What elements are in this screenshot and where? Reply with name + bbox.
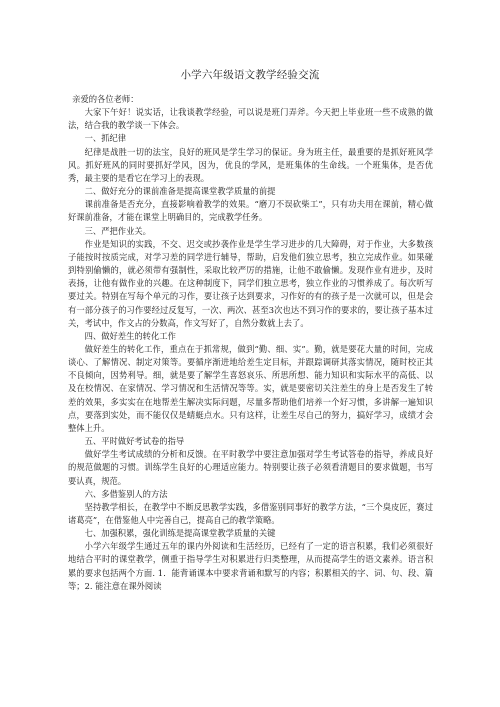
- body-paragraph: 小学六年级学生通过五年的课内外阅读和生活经历，已经有了一定的语言积累，我们必须很好地结合平时的课堂教学，侧重于指导学生对积累进行归类整理，从而提高学生的语文素养。语言积累的要求包括两个方面. 1．能背诵课本中要求背诵和默写的内容；积累相关的字、词、句、段、篇等；2. 能注意在课外阅读: [68, 541, 433, 591]
- body-paragraph: 作业是知识的实践，不交、迟交或抄袭作业是学生学习进步的几大障碍，对于作业，大多数孩子能按时按质完成，对学习差的同学进行辅导，帮助，启发他们独立思考，独立完成作业。如果碰到特别偷懒的，就必须带有强制性，采取比较严厉的措施，让他不敢偷懒。发现作业有进步，及时表扬，让他有做作业的兴趣。在这种制度下，同学们独立思考，独立作业的习惯养成了。每次听写要过关。特别在写每个单元的习作，要让孩子达到要求，习作好的有的孩子是一次就可以，但是会有一部分孩子的习作要经过反复写，一次、两次、甚至3次也达不到习作的要求的，要让孩子基本过关，考试中，作文占的分数高，作文写好了，自然分数就上去了。: [68, 238, 433, 328]
- body-paragraph: 大家下午好！说实话，让我谈教学经验，可以说是班门弄斧。今天把上毕业班一些不成熟的做法，结合我的教学谈一下体会。: [68, 107, 433, 131]
- document-body: [68, 93, 433, 593]
- document-title: 小学六年级语文教学经验交流: [180, 69, 320, 81]
- body-paragraph: 坚持教学相长，在教学中不断反思教学实践，多借鉴别同事好的教学方法，“三个臭皮匠，赛过诸葛亮”，在借鉴他人中完善自己，提高自己的教学策略。: [68, 501, 433, 525]
- section-heading: 五、平时做好考试卷的指导: [84, 436, 185, 447]
- section-heading: 二、做好充分的课前准备是提高课堂教学质量的前提: [84, 186, 276, 197]
- section-heading: 七、加强积累，强化训练是提高课堂教学质量的关键: [84, 528, 276, 539]
- section-heading: 四、做好差生的转化工作: [84, 330, 176, 341]
- body-paragraph: 课前准备是否充分，直接影响着教学的效果。“磨刀不误砍柴工”，只有功夫用在课前，精心做好课前准备，才能在课堂上明确目的，完成教学任务。: [68, 199, 433, 223]
- section-heading: 三、严把作业关。: [84, 225, 151, 236]
- section-heading: 六、多借鉴别人的方法: [84, 488, 168, 499]
- greeting-paragraph: 亲爱的各位老师：: [72, 94, 139, 104]
- body-paragraph: 做好差生的转化工作，重点在于抓常规，做到“勤、细、实”。勤，就是要花大量的时间，完成谈心、了解情况、制定对策等。要循序渐进地给差生定目标，并跟踪调研其落实情况，随时校正其不良倾向，因势利导。细，就是要了解学生喜怒哀乐、所思所想、能力知识和实际水平的高低、以及在校情况、在家情况、学习情况和生活情况等等。实，就是要密切关注差生的身上是否发生了转差的效果，多实实在在地帮差生解决实际问题，尽量多帮助他们培养一个好习惯，多讲解一遍知识点，要落到实处，而不能仅仅是蜻蜓点水。只有这样，让差生尽自己的努力，搞好学习，成绩才会整体上升。: [68, 343, 433, 433]
- body-paragraph: 纪律是战胜一切的法宝，良好的班风是学生学习的保证。身为班主任，最重要的是抓好班风学风。抓好班风的同时要抓好学风，因为，优良的学风，是班集体的生命线。一个班集体，是否优秀，最主要的是看它在学习上的表现。: [68, 146, 433, 183]
- section-heading: 一、抓纪律: [84, 133, 127, 144]
- body-paragraph: 做好学生考试成绩的分析和反馈。在平时教学中要注意加强对学生考试答卷的指导，养成良好的规范做题的习惯。训练学生良好的心理适应能力。特别要让孩子必须看清题目的要求做题，书写要认真，规范。: [68, 449, 433, 486]
